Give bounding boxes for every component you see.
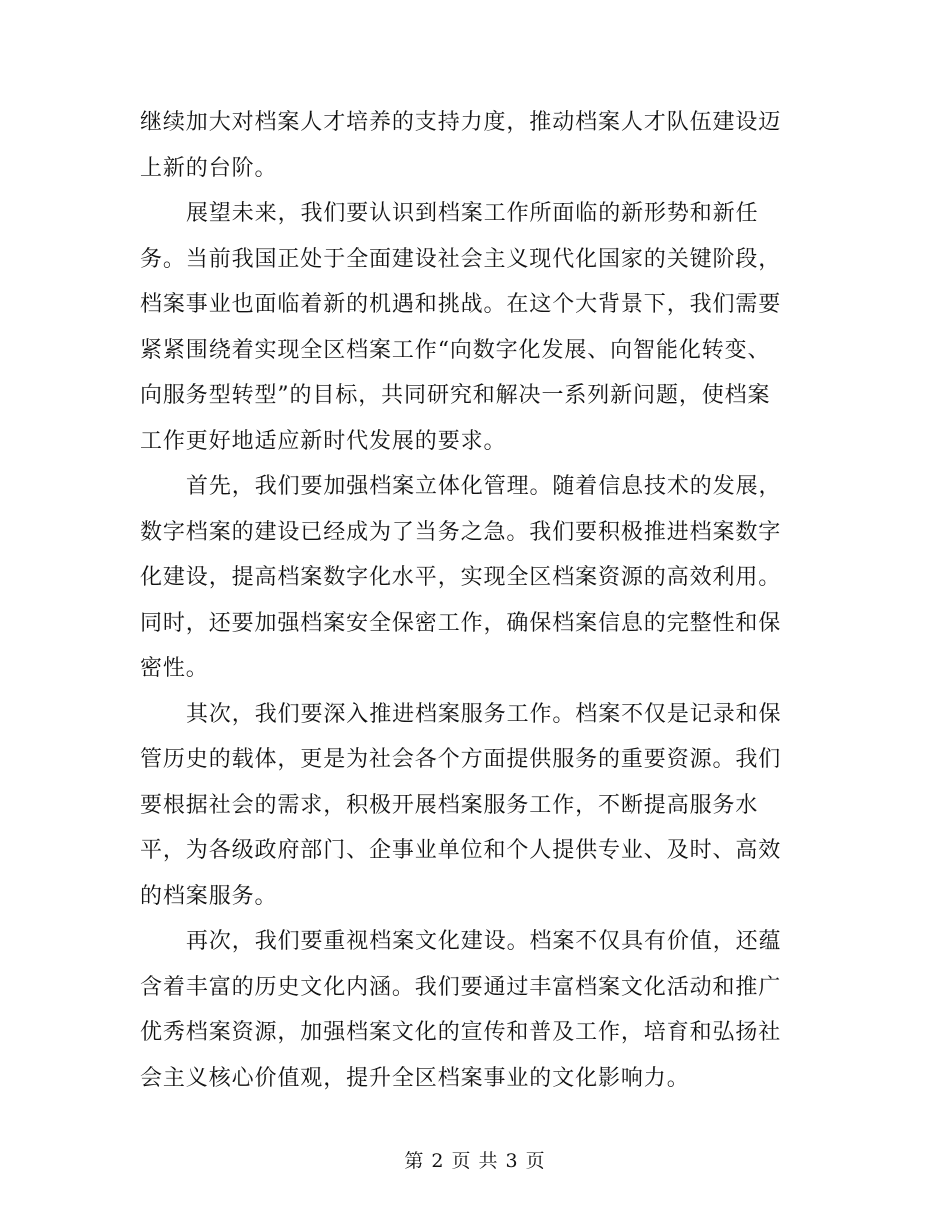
text-line: 管历史的载体，更是为社会各个方面提供服务的重要资源。我们 <box>140 747 782 772</box>
text-line: 其次，我们要深入推进档案服务工作。档案不仅是记录和保 <box>186 701 782 727</box>
text-line: 展望未来，我们要认识到档案工作所面临的新形势和新任 <box>186 201 759 226</box>
text-line: 继续加大对档案人才培养的支持力度，推动档案人才队伍建设迈 <box>140 110 782 135</box>
text-line: 紧紧围绕着实现全区档案工作“向数字化发展、向智能化转变、 <box>140 337 771 363</box>
text-line: 密性。 <box>140 656 209 681</box>
text-line: 再次，我们要重视档案文化建设。档案不仅具有价值，还蕴 <box>186 929 782 954</box>
text-line: 要根据社会的需求，积极开展档案服务工作，不断提高服务水 <box>140 792 759 818</box>
body-text <box>140 100 800 1101</box>
text-line: 平，为各级政府部门、企事业单位和个人提供专业、及时、高效 <box>140 838 782 863</box>
text-line: 档案事业也面临着新的机遇和挑战。在这个大背景下，我们需要 <box>140 292 782 317</box>
text-line: 优秀档案资源，加强档案文化的宣传和普及工作，培育和弘扬社 <box>140 1020 782 1045</box>
text-line: 首先，我们要加强档案立体化管理。随着信息技术的发展， <box>186 474 782 499</box>
text-line: 化建设，提高档案数字化水平，实现全区档案资源的高效利用。 <box>140 565 782 590</box>
text-line: 同时，还要加强档案安全保密工作，确保档案信息的完整性和保 <box>140 610 782 636</box>
text-line: 工作更好地适应新时代发展的要求。 <box>140 428 507 454</box>
text-line: 数字档案的建设已经成为了当务之急。我们要积极推进档案数字 <box>140 519 782 545</box>
text-line: 上新的台阶。 <box>140 155 278 181</box>
text-line: 务。当前我国正处于全面建设社会主义现代化国家的关键阶段， <box>140 246 782 272</box>
page-footer: 第 2 页 共 3 页 <box>404 1150 546 1172</box>
text-line: 含着丰富的历史文化内涵。我们要通过丰富档案文化活动和推广 <box>140 974 782 1000</box>
text-line: 向服务型转型”的目标，共同研究和解决一系列新问题，使档案 <box>140 383 771 408</box>
text-line: 的档案服务。 <box>140 883 278 909</box>
text-line: 会主义核心价值观，提升全区档案事业的文化影响力。 <box>140 1065 690 1091</box>
